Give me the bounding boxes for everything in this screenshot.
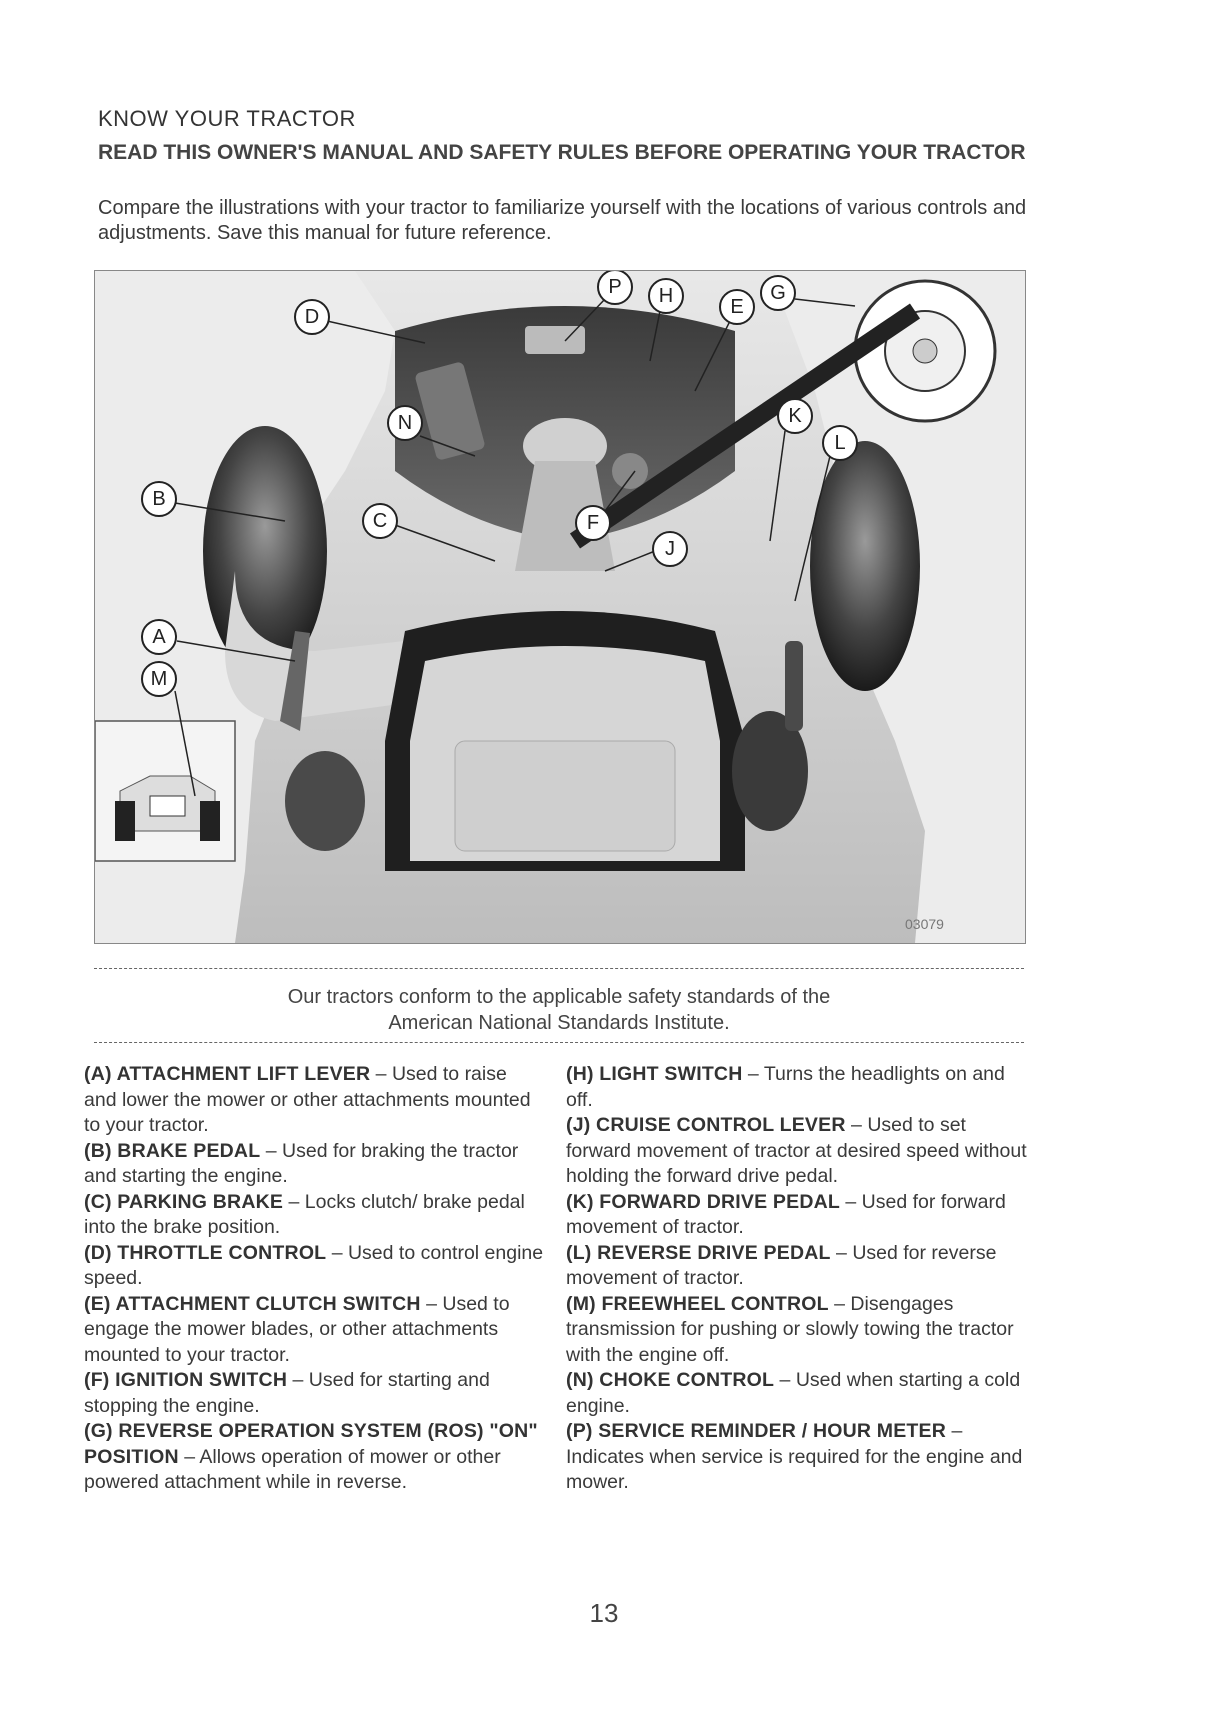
svg-text:F: F xyxy=(586,512,600,534)
control-item-p xyxy=(566,1419,1036,1496)
svg-text:K: K xyxy=(788,405,802,427)
intro-paragraph: Compare the illustrations with your tractor to familiarize yourself with the locations of various controls and adjustments. Save this manual for future reference. xyxy=(98,197,1027,244)
control-item-b xyxy=(84,1139,544,1190)
callout-k xyxy=(778,399,812,433)
svg-text:E: E xyxy=(730,296,744,318)
item-desc: – Used to engage the mower blades, or other attachments mounted to your tractor. xyxy=(84,1292,510,1366)
item-term: (N) CHOKE CONTROL xyxy=(566,1369,775,1391)
bottom-divider xyxy=(94,1042,1024,1043)
page-title: KNOW YOUR TRACTOR xyxy=(98,106,356,131)
callout-p xyxy=(598,271,632,304)
item-term: (M) FREEWHEEL CONTROL xyxy=(566,1292,829,1315)
item-term: (K) FORWARD DRIVE PEDAL xyxy=(566,1190,840,1213)
svg-text:J: J xyxy=(665,538,675,560)
item-term: (P) SERVICE REMINDER / HOUR METER xyxy=(566,1420,947,1442)
callout-d xyxy=(295,300,329,334)
control-item-e xyxy=(84,1292,544,1369)
notice-line-2: American National Standards Institute. xyxy=(388,1012,730,1034)
item-term: (H) LIGHT SWITCH xyxy=(566,1063,743,1085)
item-desc: – Locks clutch/ brake pedal into the brake position. xyxy=(84,1190,525,1238)
svg-text:M: M xyxy=(150,668,168,690)
svg-text:C: C xyxy=(372,510,388,532)
item-desc: – Allows operation of mower or other powered attachment while in reverse. xyxy=(84,1445,501,1493)
callout-b xyxy=(142,482,176,516)
control-item-f xyxy=(84,1368,544,1419)
item-desc: – Indicates when service is required for the engine and mower. xyxy=(566,1420,1023,1493)
item-term: (G) REVERSE OPERATION SYSTEM (ROS) "ON" POSITION xyxy=(84,1420,538,1468)
item-term: (C) PARKING BRAKE xyxy=(84,1190,284,1213)
item-desc: – Used for forward movement of tractor. xyxy=(566,1190,1006,1238)
control-item-k xyxy=(566,1190,1036,1241)
callout-a xyxy=(142,620,176,654)
item-desc: – Used for braking the tractor and starting the engine. xyxy=(84,1139,519,1187)
control-item-m xyxy=(566,1292,1036,1369)
svg-text:A: A xyxy=(152,626,166,648)
controls-list-left xyxy=(84,1062,544,1496)
callout-f xyxy=(576,506,610,540)
svg-text:P: P xyxy=(608,276,622,298)
item-desc: – Turns the headlights on and off. xyxy=(566,1063,1005,1111)
item-term: (D) THROTTLE CONTROL xyxy=(84,1241,327,1264)
item-term: (B) BRAKE PEDAL xyxy=(84,1139,261,1162)
item-desc: – Used for reverse movement of tractor. xyxy=(566,1241,997,1289)
control-item-d xyxy=(84,1241,544,1292)
item-term: (E) ATTACHMENT CLUTCH SWITCH xyxy=(84,1292,421,1315)
svg-text:N: N xyxy=(397,412,413,434)
svg-text:D: D xyxy=(304,306,320,328)
callout-c xyxy=(363,504,397,538)
page-number: 13 xyxy=(589,1598,619,1628)
notice-line-1: Our tractors conform to the applicable safety standards of the xyxy=(287,986,831,1008)
callout-m xyxy=(142,662,176,696)
callout-j xyxy=(653,532,687,566)
callout-g xyxy=(761,276,795,310)
control-item-h xyxy=(566,1062,1036,1113)
item-desc: – Used when starting a cold engine. xyxy=(566,1369,1021,1417)
page-subtitle: READ THIS OWNER'S MANUAL AND SAFETY RULES BEFORE OPERATING YOUR TRACTOR xyxy=(98,141,1026,164)
item-term: (A) ATTACHMENT LIFT LEVER xyxy=(84,1063,371,1085)
item-term: (J) CRUISE CONTROL LEVER xyxy=(566,1114,846,1136)
control-item-n xyxy=(566,1368,1036,1419)
svg-text:B: B xyxy=(152,488,166,510)
item-desc: – Used to set forward movement of tractor at desired speed without holding the forward drive pedal. xyxy=(566,1114,1027,1187)
item-term: (L) REVERSE DRIVE PEDAL xyxy=(566,1241,831,1264)
callout-layer xyxy=(95,271,1025,943)
top-divider xyxy=(94,968,1024,969)
figure-code: 03079 xyxy=(905,916,944,932)
control-item-g xyxy=(84,1419,544,1496)
item-desc: – Used for starting and stopping the engine. xyxy=(84,1369,490,1417)
ansi-notice xyxy=(94,984,1024,1036)
item-term: (F) IGNITION SWITCH xyxy=(84,1369,288,1391)
svg-text:G: G xyxy=(770,282,786,304)
item-desc: – Used to control engine speed. xyxy=(84,1241,544,1289)
svg-text:H: H xyxy=(658,285,674,307)
control-item-a xyxy=(84,1062,544,1139)
controls-list-right xyxy=(566,1062,1036,1496)
callout-n xyxy=(388,406,422,440)
control-item-c xyxy=(84,1190,544,1241)
callout-l xyxy=(823,426,857,460)
callout-e xyxy=(720,290,754,324)
control-item-j xyxy=(566,1113,1036,1190)
svg-text:L: L xyxy=(834,432,846,454)
callout-h xyxy=(649,279,683,313)
item-desc: – Used to raise and lower the mower or other attachments mounted to your tractor. xyxy=(84,1063,531,1136)
item-desc: – Disengages transmission for pushing or slowly towing the tractor with the engine off. xyxy=(566,1292,1014,1366)
tractor-illustration xyxy=(94,270,1026,944)
control-item-l xyxy=(566,1241,1036,1292)
